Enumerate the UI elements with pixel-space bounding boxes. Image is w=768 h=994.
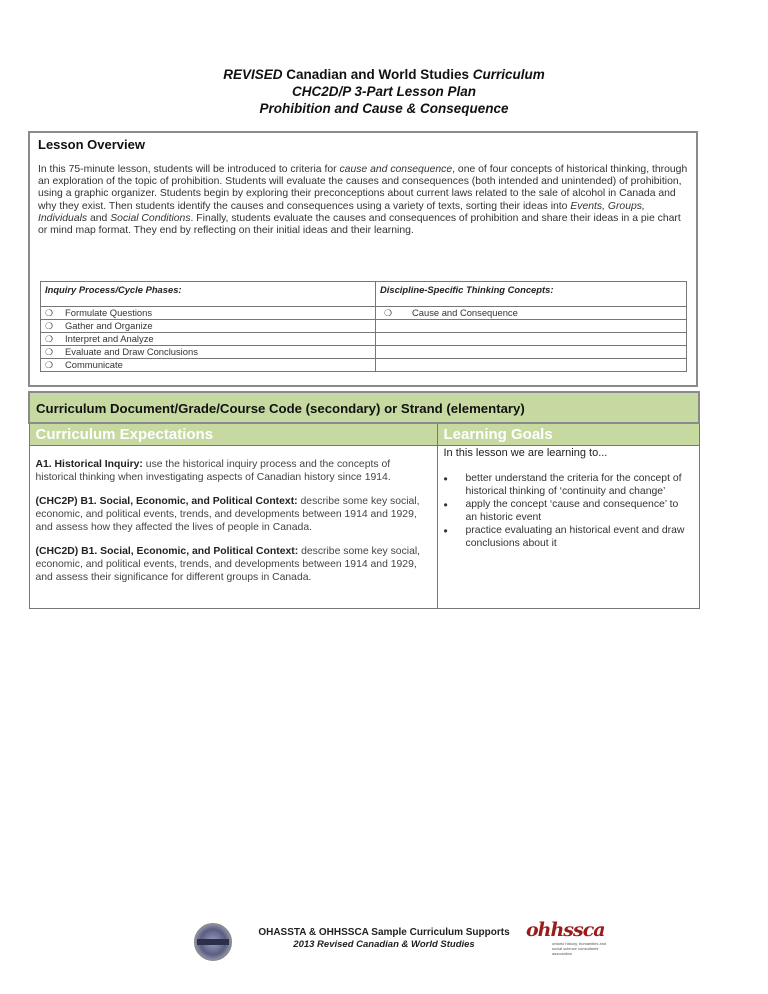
phase-label: Interpret and Analyze: [65, 333, 154, 344]
strand-row: [29, 392, 699, 423]
ohhssca-logo-subtitle: ontario history, humanities and social science consultants' association: [552, 941, 607, 956]
circle-bullet-icon: ❍: [45, 308, 54, 318]
expectation-text: describe some key social, economic, and political events, trends, and developments between 1914 and 1929, and assess their significance for different groups in Canada.: [35, 546, 421, 583]
expectation-text: use the historical inquiry process and the concepts of historical thinking when investigating aspects of Canadian history since 1914.: [35, 459, 391, 483]
strand-heading: Curriculum Document/Grade/Course Code (secondary) or Strand (elementary): [29, 392, 699, 423]
phase-label: Gather and Organize: [65, 320, 153, 331]
phase-row: [41, 307, 687, 320]
overview-italic-1: cause and consequence: [339, 164, 453, 175]
ohhssca-logo-icon: [526, 919, 616, 959]
overview-text-2: , one of four concepts of historical thinking, through an exploration of the topic of prohibition. Students will evaluate the causes and consequences (both intended and unintended) of prohibition, using a graphic organizer. Students begin by exploring their preconceptions about current laws related to the sale of alcohol in Canada and why they exist. Then students identify the causes and consequences using a variety of texts, sorting their ideas into: [38, 164, 688, 212]
phases-table: [40, 281, 687, 372]
concept-item: [376, 307, 687, 320]
learning-goals-intro: In this lesson we are learning to...: [443, 447, 608, 459]
expectation-item: [36, 495, 431, 534]
curriculum-expectations-cell: [29, 446, 437, 609]
phase-label: Communicate: [65, 359, 123, 370]
circle-bullet-icon: ❍: [45, 321, 54, 331]
document-title: [0, 66, 768, 117]
ohhssca-logo-wordmark: ohhssca: [526, 919, 605, 941]
learning-goal-item: • better understand the criteria for the concept of historical thinking of ‘continuity and change’: [444, 473, 693, 498]
circle-bullet-icon: ❍: [384, 308, 393, 318]
expectation-code: A1. Historical Inquiry:: [35, 459, 143, 470]
learning-goals-list: [444, 473, 693, 550]
overview-italic-3: Social Conditions: [110, 212, 191, 224]
inquiry-phases-header: Inquiry Process/Cycle Phases:: [41, 282, 376, 307]
concept-item: [376, 320, 687, 333]
title-revised: REVISED: [223, 67, 283, 82]
phase-item: [41, 320, 376, 333]
learning-goals-heading: Learning Goals: [437, 423, 699, 446]
phase-row: [41, 346, 687, 359]
curriculum-expectations-heading: Curriculum Expectations: [29, 423, 437, 446]
expectation-code: (CHC2P) B1. Social, Economic, and Political Context:: [35, 496, 298, 507]
concept-item: [376, 359, 687, 372]
expectation-item: [36, 545, 431, 584]
footer-line-1: OHASSTA & OHHSSCA Sample Curriculum Supports: [258, 927, 510, 938]
concept-item: [376, 346, 687, 359]
title-line-2: CHC2D/P 3-Part Lesson Plan: [291, 84, 477, 99]
footer-text: [0, 927, 768, 951]
thinking-concepts-header: Discipline-Specific Thinking Concepts:: [376, 282, 687, 307]
title-line-1: [0, 66, 768, 83]
phase-item: [41, 333, 376, 346]
curriculum-table: [28, 391, 700, 609]
section-header-row: [29, 423, 699, 446]
expectation-code: (CHC2D) B1. Social, Economic, and Political Context:: [35, 546, 299, 557]
phase-item: [41, 307, 376, 320]
concept-label: Cause and Consequence: [412, 307, 518, 318]
overview-italic-2: Events, Groups, Individuals: [38, 200, 645, 224]
title-mid: Canadian and World Studies: [282, 67, 473, 82]
title-line-3: Prohibition and Cause & Consequence: [259, 101, 509, 116]
phase-label: Formulate Questions: [65, 307, 153, 318]
phase-item: [41, 346, 376, 359]
content-row: [29, 446, 699, 609]
footer-line-2: 2013 Revised Canadian & World Studies: [293, 939, 475, 950]
phase-row: [41, 359, 687, 372]
overview-text-4: . Finally, students evaluate the causes and consequences of prohibition and share their ideas in a pie chart or mind map format. They end by reflecting on their initial ideas and their learning.: [38, 212, 681, 237]
lesson-overview-text: [38, 164, 688, 237]
overview-text-3: and: [87, 212, 111, 224]
circle-bullet-icon: ❍: [45, 334, 54, 344]
phase-row: [41, 333, 687, 346]
learning-goal-item: • apply the concept ‘cause and consequence’ to an historic event: [444, 499, 693, 524]
expectation-item: [36, 458, 431, 484]
phases-header-row: [41, 282, 687, 307]
circle-bullet-icon: ❍: [45, 347, 54, 357]
learning-goal-item: • practice evaluating an historical event and draw conclusions about it: [444, 525, 693, 550]
circle-bullet-icon: ❍: [45, 360, 54, 370]
concept-item: [376, 333, 687, 346]
phase-label: Evaluate and Draw Conclusions: [65, 346, 198, 357]
learning-goals-cell: [437, 446, 699, 609]
phase-item: [41, 359, 376, 372]
title-curriculum: Curriculum: [472, 67, 545, 82]
lesson-overview-box: [28, 131, 698, 387]
phase-row: [41, 320, 687, 333]
overview-text-1: In this 75-minute lesson, students will be introduced to criteria for: [38, 164, 340, 175]
expectation-text: describe some key social, economic, and political events, trends, and developments between 1914 and 1929, and assess how they affected the lives of people in Canada.: [35, 496, 420, 533]
lesson-overview-heading: Lesson Overview: [38, 137, 145, 152]
